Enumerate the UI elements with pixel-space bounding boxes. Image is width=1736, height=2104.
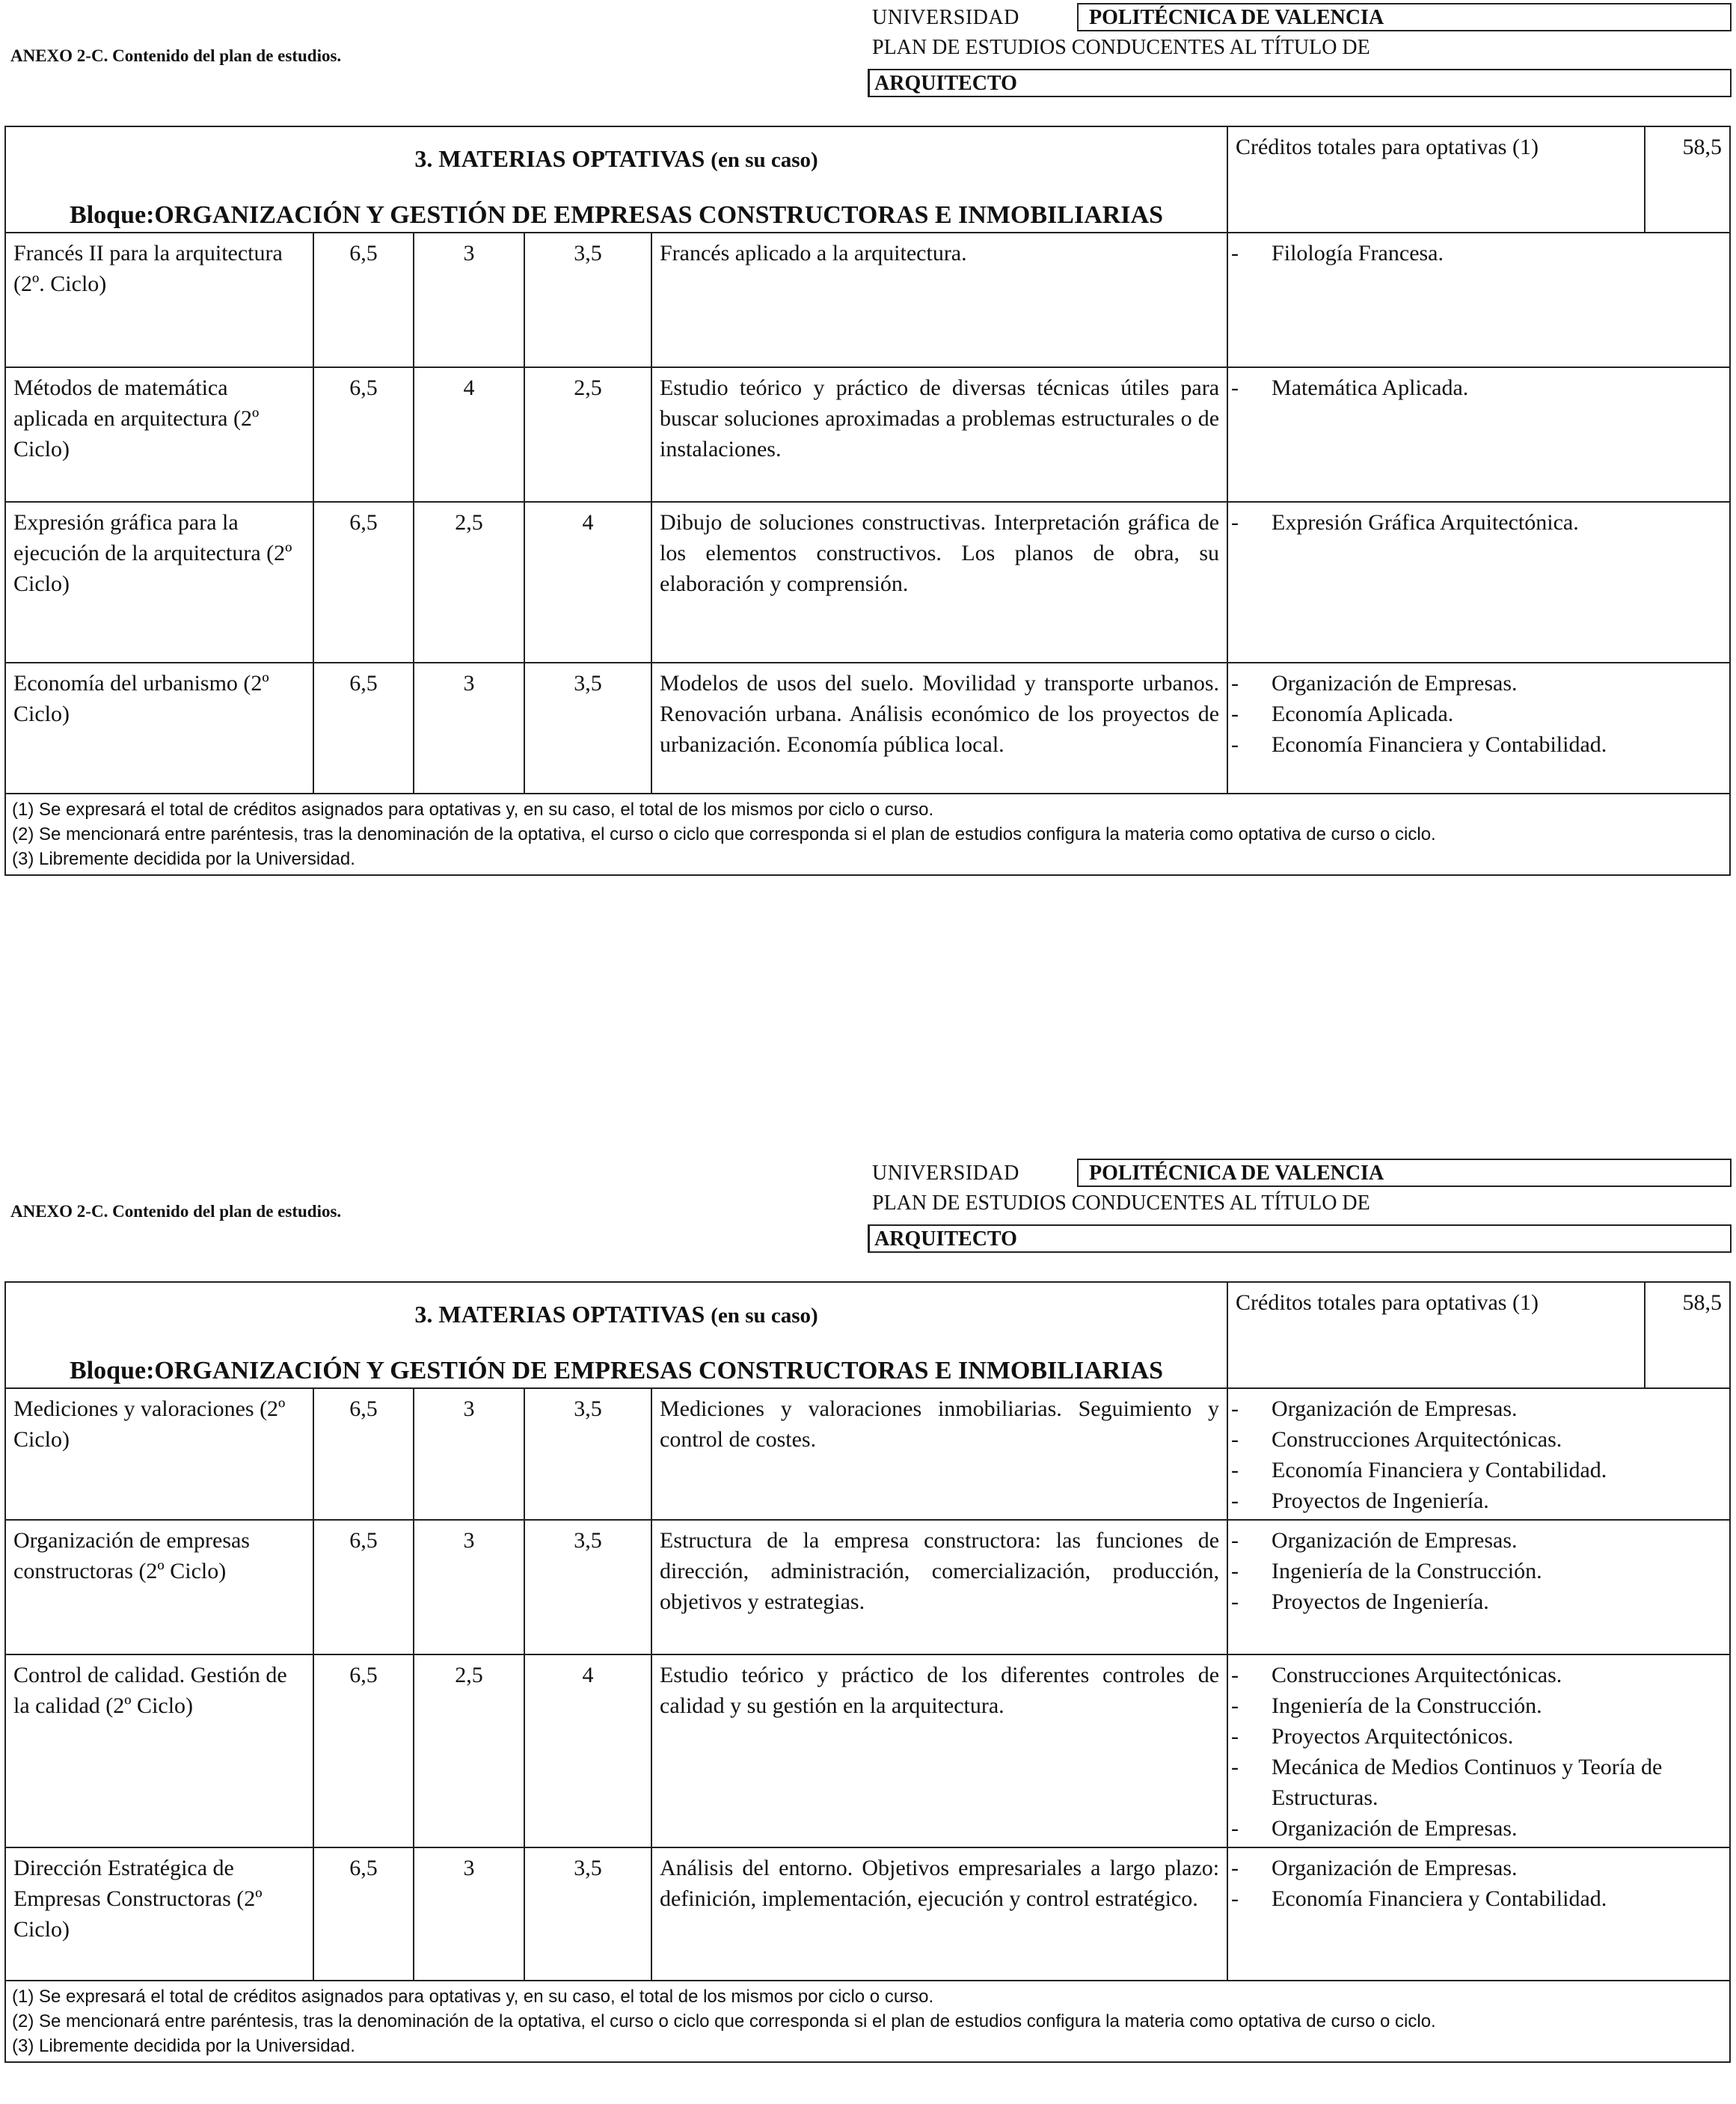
practice-credits: 3,5 [524, 233, 651, 367]
credits-value-cell [1645, 126, 1730, 233]
section-title-main: 3. MATERIAS OPTATIVAS [414, 1301, 705, 1328]
university-name: POLITÉCNICA DE VALENCIA [1089, 1162, 1384, 1185]
footnote: (3) Libremente decidida por la Universidad. [12, 849, 355, 869]
area-item [1231, 1690, 1722, 1721]
subject-description: Modelos de usos del suelo. Movilidad y transporte urbanos. Renovación urbana. Análisis económico de los proyectos de urbanización. Economía pública local. [651, 663, 1227, 794]
credits-label-cell [1227, 1282, 1645, 1388]
area-name: Proyectos Arquitectónicos. [1272, 1724, 1514, 1749]
credits-value: 58,5 [1682, 1290, 1723, 1315]
area-name: Organización de Empresas. [1272, 1396, 1518, 1421]
annex-label: ANEXO 2-C. Contenido del plan de estudios. [10, 46, 342, 65]
area-item [1231, 1883, 1722, 1914]
credits-label: Créditos totales para optativas (1) [1236, 135, 1539, 159]
subject-name: Organización de empresas constructoras (2º Ciclo) [5, 1520, 313, 1654]
bullet-dash: - [1231, 671, 1239, 696]
table-header-row [5, 1282, 1730, 1388]
area-name: Economía Aplicada. [1272, 702, 1454, 726]
section-title [6, 1299, 1227, 1331]
university-label: UNIVERSIDAD [872, 1162, 1019, 1185]
area-name: Organización de Empresas. [1272, 1816, 1518, 1841]
knowledge-areas [1227, 1388, 1730, 1520]
area-name: Mecánica de Medios Continuos y Teoría de Estructuras. [1272, 1755, 1663, 1810]
practice-credits: 4 [524, 502, 651, 663]
footnote: (1) Se expresará el total de créditos asignados para optativas y, en su caso, el total de los mismos por ciclo o curso. [12, 1987, 934, 2007]
subject-name: Mediciones y valoraciones (2º Ciclo) [5, 1388, 313, 1520]
area-item [1231, 1586, 1722, 1617]
bullet-dash: - [1231, 732, 1239, 757]
area-item [1231, 507, 1722, 538]
area-name: Economía Financiera y Contabilidad. [1272, 732, 1607, 757]
section-title [6, 144, 1227, 176]
plan-line: PLAN DE ESTUDIOS CONDUCENTES AL TÍTULO DE [872, 36, 1370, 59]
area-name: Expresión Gráfica Arquitectónica. [1272, 510, 1579, 535]
subjects-table [4, 1281, 1731, 2063]
theory-credits: 3 [414, 663, 524, 794]
theory-credits: 4 [414, 367, 524, 502]
area-item [1231, 1455, 1722, 1485]
subject-name: Métodos de matemática aplicada en arquitectura (2º Ciclo) [5, 367, 313, 502]
bullet-dash: - [1231, 375, 1239, 400]
table-header-row [5, 126, 1730, 233]
subject-name: Dirección Estratégica de Empresas Constructoras (2º Ciclo) [5, 1847, 313, 1981]
table-row [5, 1388, 1730, 1520]
theory-credits: 3 [414, 1847, 524, 1981]
area-name: Ingeniería de la Construcción. [1272, 1693, 1542, 1718]
bullet-dash: - [1231, 510, 1239, 535]
area-item [1231, 1721, 1722, 1752]
practice-credits: 2,5 [524, 367, 651, 502]
block-title: Bloque:ORGANIZACIÓN Y GESTIÓN DE EMPRESAS CONSTRUCTORAS E INMOBILIARIAS [70, 201, 1163, 229]
subject-description: Estudio teórico y práctico de diversas técnicas útiles para buscar soluciones aproximadas a problemas estructurales o de instalaciones. [651, 367, 1227, 502]
knowledge-areas [1227, 233, 1730, 367]
subject-name: Francés II para la arquitectura (2º. Ciclo) [5, 233, 313, 367]
area-item [1231, 1660, 1722, 1690]
total-credits: 6,5 [313, 663, 414, 794]
notes-row [5, 794, 1730, 875]
subject-name: Economía del urbanismo (2º Ciclo) [5, 663, 313, 794]
bullet-dash: - [1231, 1856, 1239, 1880]
area-item [1231, 238, 1722, 269]
area-name: Filología Francesa. [1272, 241, 1444, 266]
area-item [1231, 1525, 1722, 1556]
area-item [1231, 1752, 1722, 1813]
subject-description: Estructura de la empresa constructora: las funciones de dirección, administración, comercialización, producción, objetivos y estrategias. [651, 1520, 1227, 1654]
knowledge-areas [1227, 367, 1730, 502]
degree-title: ARQUITECTO [874, 72, 1017, 95]
section-title-main: 3. MATERIAS OPTATIVAS [414, 145, 705, 172]
subjects-table [4, 126, 1731, 876]
bullet-dash: - [1231, 1488, 1239, 1513]
section-title-sub: (en su caso) [711, 148, 818, 172]
area-name: Matemática Aplicada. [1272, 375, 1469, 400]
bullet-dash: - [1231, 702, 1239, 726]
footnote: (3) Libremente decidida por la Universidad. [12, 2036, 355, 2056]
annex-label: ANEXO 2-C. Contenido del plan de estudios. [10, 1202, 342, 1221]
bullet-dash: - [1231, 1693, 1239, 1718]
bullet-dash: - [1231, 1886, 1239, 1911]
credits-value: 58,5 [1682, 135, 1723, 159]
degree-title-box [868, 1224, 1732, 1253]
theory-credits: 3 [414, 233, 524, 367]
total-credits: 6,5 [313, 367, 414, 502]
bullet-dash: - [1231, 1458, 1239, 1482]
table-row [5, 502, 1730, 663]
bullet-dash: - [1231, 1755, 1239, 1779]
subject-description: Mediciones y valoraciones inmobiliarias. Seguimiento y control de costes. [651, 1388, 1227, 1520]
practice-credits: 3,5 [524, 1388, 651, 1520]
table-row [5, 233, 1730, 367]
theory-credits: 3 [414, 1520, 524, 1654]
bullet-dash: - [1231, 1528, 1239, 1553]
area-item [1231, 1556, 1722, 1586]
area-name: Proyectos de Ingeniería. [1272, 1589, 1489, 1614]
subject-name: Control de calidad. Gestión de la calidad (2º Ciclo) [5, 1654, 313, 1847]
table-row [5, 367, 1730, 502]
subject-description: Dibujo de soluciones constructivas. Interpretación gráfica de los elementos constructivos. Los planos de obra, su elaboración y comprensión. [651, 502, 1227, 663]
practice-credits: 3,5 [524, 1520, 651, 1654]
area-item [1231, 729, 1722, 760]
area-name: Proyectos de Ingeniería. [1272, 1488, 1489, 1513]
table-row [5, 1847, 1730, 1981]
credits-label-cell [1227, 126, 1645, 233]
area-item [1231, 1393, 1722, 1424]
degree-title-box [868, 69, 1732, 97]
bullet-dash: - [1231, 1724, 1239, 1749]
bullet-dash: - [1231, 1559, 1239, 1583]
knowledge-areas [1227, 502, 1730, 663]
footnotes [5, 1981, 1730, 2062]
section-title-sub: (en su caso) [711, 1304, 818, 1328]
table-row [5, 1654, 1730, 1847]
knowledge-areas [1227, 1654, 1730, 1847]
bullet-dash: - [1231, 1589, 1239, 1614]
credits-value-cell [1645, 1282, 1730, 1388]
table-row [5, 663, 1730, 794]
theory-credits: 3 [414, 1388, 524, 1520]
area-name: Economía Financiera y Contabilidad. [1272, 1886, 1607, 1911]
university-name-box [1077, 3, 1732, 31]
footnotes [5, 794, 1730, 875]
area-name: Organización de Empresas. [1272, 1856, 1518, 1880]
university-name: POLITÉCNICA DE VALENCIA [1089, 6, 1384, 29]
degree-title: ARQUITECTO [874, 1227, 1017, 1251]
area-name: Organización de Empresas. [1272, 1528, 1518, 1553]
credits-label: Créditos totales para optativas (1) [1236, 1290, 1539, 1315]
area-item [1231, 1424, 1722, 1455]
table-body [5, 126, 1730, 875]
theory-credits: 2,5 [414, 1654, 524, 1847]
total-credits: 6,5 [313, 1847, 414, 1981]
subject-name: Expresión gráfica para la ejecución de la arquitectura (2º Ciclo) [5, 502, 313, 663]
total-credits: 6,5 [313, 1654, 414, 1847]
area-item [1231, 699, 1722, 729]
university-name-box [1077, 1159, 1732, 1187]
practice-credits: 3,5 [524, 1847, 651, 1981]
knowledge-areas [1227, 663, 1730, 794]
footnote: (2) Se mencionará entre paréntesis, tras la denominación de la optativa, el curso o ciclo que corresponda si el plan de estudios configura la materia como optativa de curso o ciclo. [12, 2011, 1436, 2031]
area-item [1231, 372, 1722, 403]
subject-description: Estudio teórico y práctico de los diferentes controles de calidad y su gestión en la arquitectura. [651, 1654, 1227, 1847]
knowledge-areas [1227, 1847, 1730, 1981]
knowledge-areas [1227, 1520, 1730, 1654]
area-name: Construcciones Arquitectónicas. [1272, 1663, 1562, 1687]
total-credits: 6,5 [313, 1388, 414, 1520]
practice-credits: 4 [524, 1654, 651, 1847]
area-item [1231, 1485, 1722, 1516]
theory-credits: 2,5 [414, 502, 524, 663]
area-item [1231, 1813, 1722, 1844]
table-body [5, 1282, 1730, 2062]
total-credits: 6,5 [313, 502, 414, 663]
total-credits: 6,5 [313, 1520, 414, 1654]
university-label: UNIVERSIDAD [872, 6, 1019, 29]
bullet-dash: - [1231, 1816, 1239, 1841]
area-name: Construcciones Arquitectónicas. [1272, 1427, 1562, 1452]
table-header-title-cell [5, 1282, 1227, 1388]
table-header-title-cell [5, 126, 1227, 233]
subject-description: Análisis del entorno. Objetivos empresariales a largo plazo: definición, implementación, ejecución y control estratégico. [651, 1847, 1227, 1981]
area-name: Ingeniería de la Construcción. [1272, 1559, 1542, 1583]
area-item [1231, 1853, 1722, 1883]
table-row [5, 1520, 1730, 1654]
area-name: Economía Financiera y Contabilidad. [1272, 1458, 1607, 1482]
bullet-dash: - [1231, 241, 1239, 266]
plan-line: PLAN DE ESTUDIOS CONDUCENTES AL TÍTULO DE [872, 1191, 1370, 1215]
area-name: Organización de Empresas. [1272, 671, 1518, 696]
bullet-dash: - [1231, 1396, 1239, 1421]
practice-credits: 3,5 [524, 663, 651, 794]
bullet-dash: - [1231, 1427, 1239, 1452]
subject-description: Francés aplicado a la arquitectura. [651, 233, 1227, 367]
bullet-dash: - [1231, 1663, 1239, 1687]
footnote: (2) Se mencionará entre paréntesis, tras la denominación de la optativa, el curso o ciclo que corresponda si el plan de estudios configura la materia como optativa de curso o ciclo. [12, 824, 1436, 844]
footnote: (1) Se expresará el total de créditos asignados para optativas y, en su caso, el total de los mismos por ciclo o curso. [12, 800, 934, 820]
notes-row [5, 1981, 1730, 2062]
total-credits: 6,5 [313, 233, 414, 367]
area-item [1231, 668, 1722, 699]
block-title: Bloque:ORGANIZACIÓN Y GESTIÓN DE EMPRESAS CONSTRUCTORAS E INMOBILIARIAS [70, 1357, 1163, 1384]
